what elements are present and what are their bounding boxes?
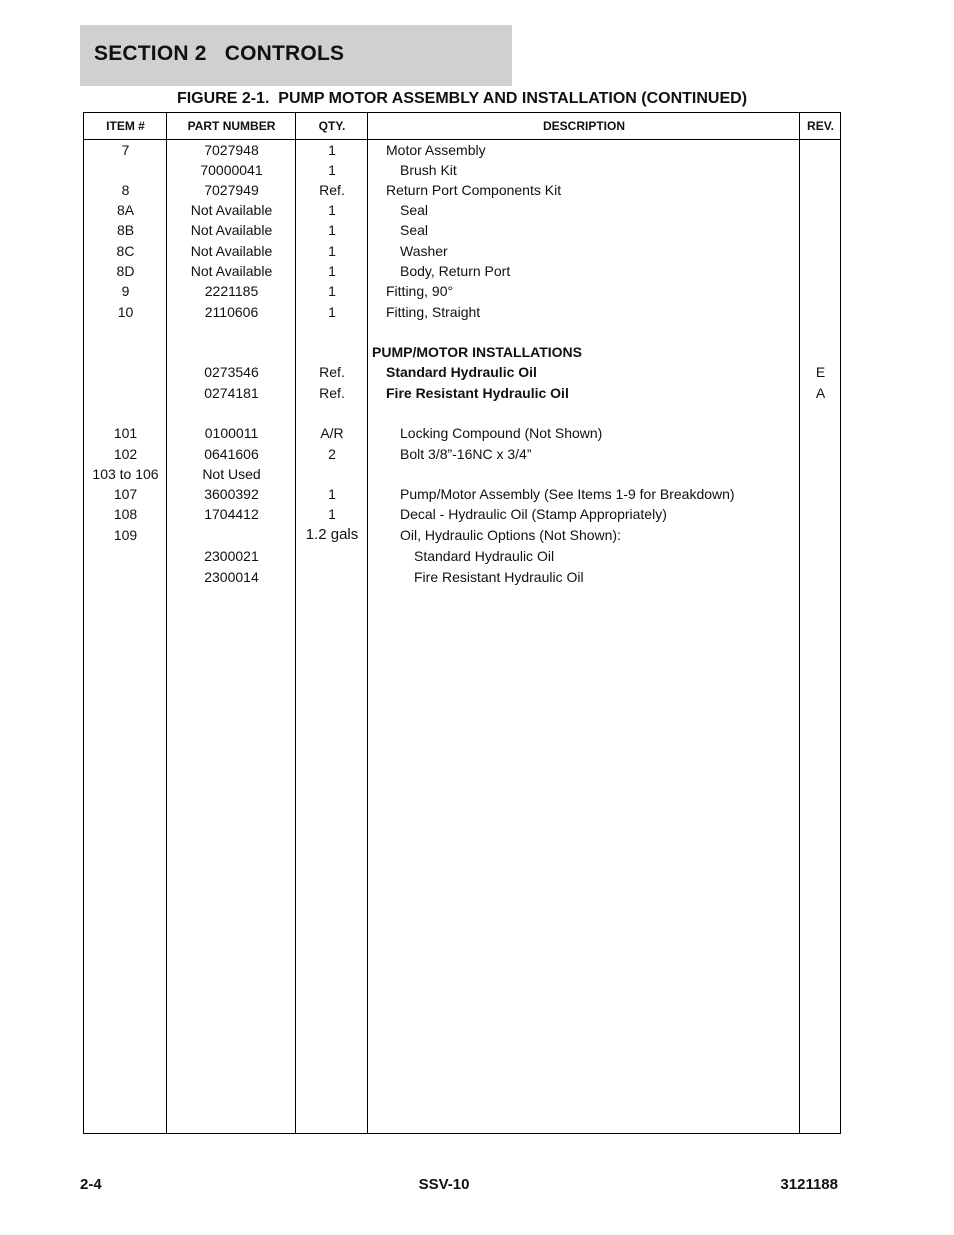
table-header-row xyxy=(84,113,840,140)
table-row xyxy=(84,423,840,443)
row-rev xyxy=(800,444,841,464)
model-name: SSV-10 xyxy=(418,1176,470,1193)
row-item: 102 xyxy=(113,446,138,462)
table-row xyxy=(84,484,840,504)
row-rev xyxy=(800,200,841,220)
table-row xyxy=(84,464,840,484)
row-part-number: 2110606 xyxy=(204,304,259,320)
row-rev xyxy=(800,241,841,261)
row-item xyxy=(84,383,167,403)
row-qty xyxy=(296,567,368,587)
table-row xyxy=(84,342,840,362)
row-item: 8A xyxy=(116,202,135,218)
row-item: 107 xyxy=(113,486,138,502)
row-rev xyxy=(800,302,841,322)
row-rev xyxy=(800,281,841,301)
row-qty: 1 xyxy=(328,243,336,259)
row-item: 8C xyxy=(116,243,135,259)
row-description: Fitting, 90° xyxy=(386,283,454,299)
row-qty: 1 xyxy=(328,304,336,320)
row-rev xyxy=(800,423,841,443)
row-part-number: 3600392 xyxy=(204,486,259,502)
table-row xyxy=(84,180,840,200)
table-row xyxy=(84,200,840,220)
row-qty: 1 xyxy=(328,283,336,299)
row-item xyxy=(84,342,167,362)
row-description: Oil, Hydraulic Options (Not Shown): xyxy=(400,527,621,543)
row-description xyxy=(368,464,832,484)
row-rev xyxy=(800,525,841,545)
row-qty: 1 xyxy=(328,142,336,158)
row-rev: E xyxy=(815,364,826,380)
row-part-number xyxy=(167,525,296,545)
page-number: 2-4 xyxy=(80,1176,102,1193)
row-description: Pump/Motor Assembly (See Items 1-9 for Breakdown) xyxy=(400,486,735,502)
header-part-number: PART NUMBER xyxy=(187,119,276,133)
row-item: 9 xyxy=(121,283,130,299)
table-row xyxy=(84,567,840,587)
row-part-number: Not Available xyxy=(190,243,273,259)
header-description: DESCRIPTION xyxy=(542,119,625,133)
table-row xyxy=(84,140,840,160)
table-row xyxy=(84,220,840,240)
row-item: 7 xyxy=(121,142,130,158)
section-title: SECTION 2 CONTROLS xyxy=(94,42,345,65)
row-item xyxy=(84,362,167,382)
row-qty: A/R xyxy=(320,425,344,441)
row-part-number: 0274181 xyxy=(204,385,259,401)
row-description: Washer xyxy=(400,243,448,259)
row-description: Standard Hydraulic Oil xyxy=(414,548,555,564)
row-description: PUMP/MOTOR INSTALLATIONS xyxy=(372,344,582,360)
row-item: 8B xyxy=(116,222,135,238)
row-qty: Ref. xyxy=(319,385,345,401)
row-description: Standard Hydraulic Oil xyxy=(386,364,537,380)
table-row xyxy=(84,302,840,322)
table-row xyxy=(84,383,840,403)
table-row xyxy=(84,362,840,382)
section-header xyxy=(80,25,512,86)
row-description: Fire Resistant Hydraulic Oil xyxy=(386,385,569,401)
row-rev: A xyxy=(815,385,826,401)
row-part-number: 2221185 xyxy=(204,283,259,299)
row-item: 101 xyxy=(113,425,138,441)
row-item: 103 to 106 xyxy=(92,466,159,482)
parts-table xyxy=(83,112,841,1134)
row-rev xyxy=(800,342,841,362)
row-part-number: 0273546 xyxy=(204,364,259,380)
row-item: 109 xyxy=(113,527,138,543)
row-qty xyxy=(296,546,368,566)
header-qty: QTY. xyxy=(318,119,346,133)
row-description: Decal - Hydraulic Oil (Stamp Appropriately) xyxy=(400,506,667,522)
row-part-number: Not Available xyxy=(190,222,273,238)
row-rev xyxy=(800,484,841,504)
row-description: Bolt 3/8”-16NC x 3/4” xyxy=(400,446,532,462)
row-part-number: 0100011 xyxy=(204,425,259,441)
row-description: Seal xyxy=(400,202,429,218)
table-row xyxy=(84,525,840,545)
row-rev xyxy=(800,160,841,180)
row-qty xyxy=(296,464,368,484)
row-part-number: 7027948 xyxy=(204,142,259,158)
row-rev xyxy=(800,464,841,484)
row-description: Seal xyxy=(400,222,429,238)
figure-title: FIGURE 2-1. PUMP MOTOR ASSEMBLY AND INSTALLATION (CONTINUED) xyxy=(176,90,748,107)
table-row xyxy=(84,546,840,566)
row-part-number: 2300021 xyxy=(204,548,259,564)
row-rev xyxy=(800,504,841,524)
table-row xyxy=(84,160,840,180)
row-description: Fitting, Straight xyxy=(386,304,481,320)
row-qty: 1 xyxy=(328,202,336,218)
row-item xyxy=(84,546,167,566)
row-part-number: Not Used xyxy=(202,466,261,482)
row-qty: 1 xyxy=(328,506,336,522)
row-description: Body, Return Port xyxy=(400,263,511,279)
row-part-number: Not Available xyxy=(190,202,273,218)
row-qty: 1 xyxy=(328,263,336,279)
row-qty xyxy=(296,342,368,362)
row-qty: Ref. xyxy=(319,182,345,198)
row-rev xyxy=(800,567,841,587)
row-qty: Ref. xyxy=(319,364,345,380)
row-part-number: 0641606 xyxy=(204,446,259,462)
row-part-number: 2300014 xyxy=(204,569,259,585)
table-row xyxy=(84,241,840,261)
row-qty: 1.2 gals xyxy=(305,526,359,543)
header-rev: REV. xyxy=(807,119,834,133)
row-item: 10 xyxy=(117,304,134,320)
table-row xyxy=(84,504,840,524)
row-description: Brush Kit xyxy=(400,162,457,178)
row-item: 8 xyxy=(121,182,130,198)
document-number: 3121188 xyxy=(780,1176,838,1193)
row-rev xyxy=(800,220,841,240)
row-qty: 1 xyxy=(328,222,336,238)
row-rev xyxy=(800,140,841,160)
table-row xyxy=(84,261,840,281)
row-qty: 1 xyxy=(328,162,336,178)
row-item: 8D xyxy=(116,263,135,279)
row-description: Locking Compound (Not Shown) xyxy=(400,425,603,441)
row-description: Fire Resistant Hydraulic Oil xyxy=(414,569,584,585)
row-item xyxy=(84,567,167,587)
row-description: Return Port Components Kit xyxy=(386,182,562,198)
row-rev xyxy=(800,261,841,281)
table-row xyxy=(84,444,840,464)
row-part-number: Not Available xyxy=(190,263,273,279)
row-part-number: 70000041 xyxy=(200,162,263,178)
row-qty: 2 xyxy=(328,446,336,462)
row-item: 108 xyxy=(113,506,138,522)
row-rev xyxy=(800,180,841,200)
row-rev xyxy=(800,546,841,566)
row-part-number xyxy=(167,342,296,362)
row-description: Motor Assembly xyxy=(386,142,486,158)
row-part-number: 1704412 xyxy=(204,506,259,522)
row-item xyxy=(84,160,167,180)
row-part-number: 7027949 xyxy=(204,182,259,198)
table-row xyxy=(84,281,840,301)
row-qty: 1 xyxy=(328,486,336,502)
header-item: ITEM # xyxy=(106,119,145,133)
